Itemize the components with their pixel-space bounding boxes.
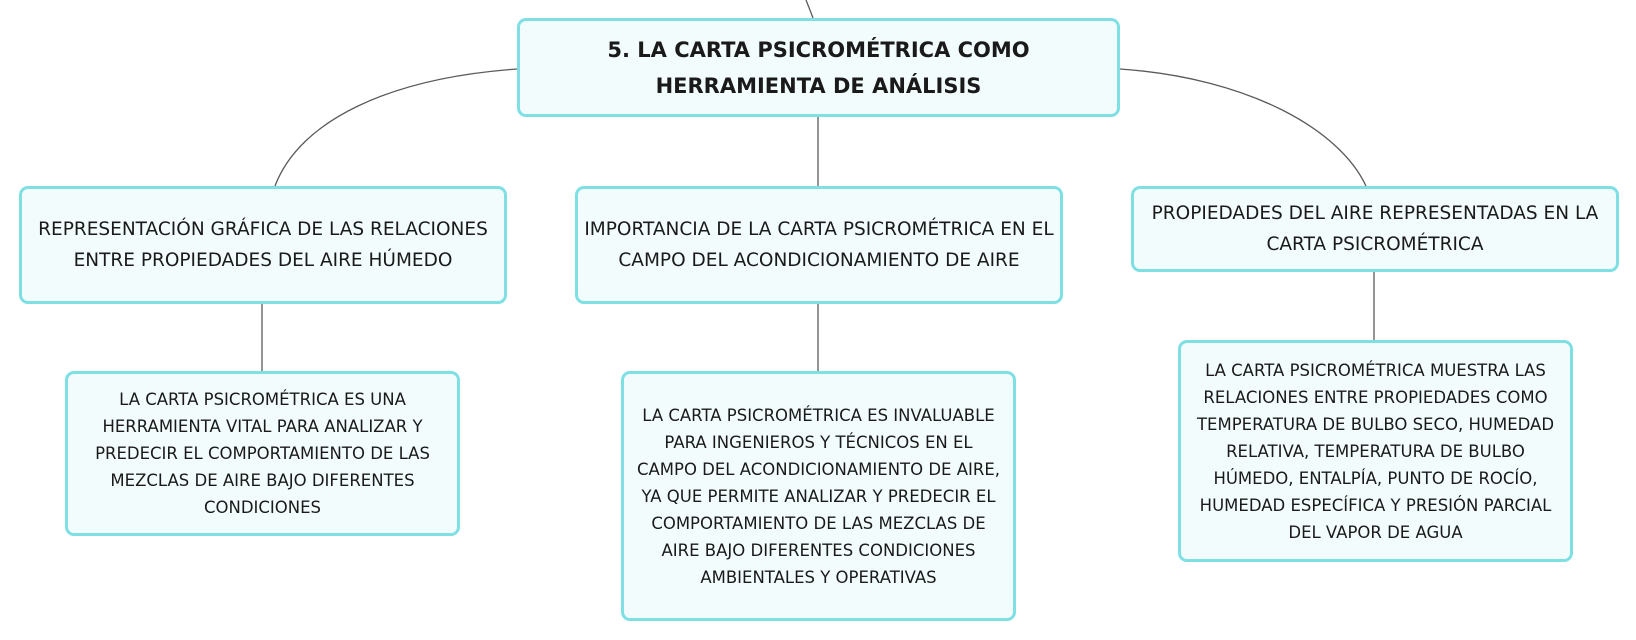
subtopic-herramienta-vital[interactable] xyxy=(65,371,460,536)
topic-label: PROPIEDADES DEL AIRE REPRESENTADAS EN LA CARTA PSICROMÉTRICA xyxy=(1151,203,1599,255)
topic-importancia-carta[interactable] xyxy=(575,186,1063,304)
topic-label: REPRESENTACIÓN GRÁFICA DE LAS RELACIONES ENTRE PROPIEDADES DEL AIRE HÚMEDO xyxy=(38,219,488,271)
subtopic-text: LA CARTA PSICROMÉTRICA ES INVALUABLE PARA INGENIEROS Y TÉCNICOS EN EL CAMPO DEL ACONDICIONAMIENTO DE AIRE, YA QUE PERMITE ANALIZAR Y PREDECIR EL COMPORTAMIENTO DE LAS MEZCLAS DE AIRE BAJO DIFERENTES CONDICIONES AMBIENTALES Y OPERATIVAS xyxy=(636,405,1001,587)
connector-parent-to-root xyxy=(806,0,813,18)
root-topic[interactable] xyxy=(517,18,1120,117)
subtopic-relaciones-propiedades[interactable] xyxy=(1178,340,1573,562)
subtopic-invaluable-ingenieros[interactable] xyxy=(621,371,1016,621)
topic-label: IMPORTANCIA DE LA CARTA PSICROMÉTRICA EN EL CAMPO DEL ACONDICIONAMIENTO DE AIRE xyxy=(584,219,1054,271)
connector-root-to-topic-3 xyxy=(1120,69,1366,186)
subtopic-text: LA CARTA PSICROMÉTRICA ES UNA HERRAMIENTA VITAL PARA ANALIZAR Y PREDECIR EL COMPORTAMIENTO DE LAS MEZCLAS DE AIRE BAJO DIFERENTES CONDICIONES xyxy=(95,390,430,517)
root-topic-title: 5. LA CARTA PSICROMÉTRICA COMO HERRAMIENTA DE ANÁLISIS xyxy=(607,37,1030,98)
connector-root-to-topic-1 xyxy=(275,69,517,186)
subtopic-text: LA CARTA PSICROMÉTRICA MUESTRA LAS RELACIONES ENTRE PROPIEDADES COMO TEMPERATURA DE BULBO SECO, HUMEDAD RELATIVA, TEMPERATURA DE BULBO HÚMEDO, ENTALPÍA, PUNTO DE ROCÍO, HUMEDAD ESPECÍFICA Y PRESIÓN PARCIAL DEL VAPOR DE AGUA xyxy=(1196,360,1555,542)
topic-propiedades-aire[interactable] xyxy=(1131,186,1619,272)
topic-representacion-grafica[interactable] xyxy=(19,186,507,304)
